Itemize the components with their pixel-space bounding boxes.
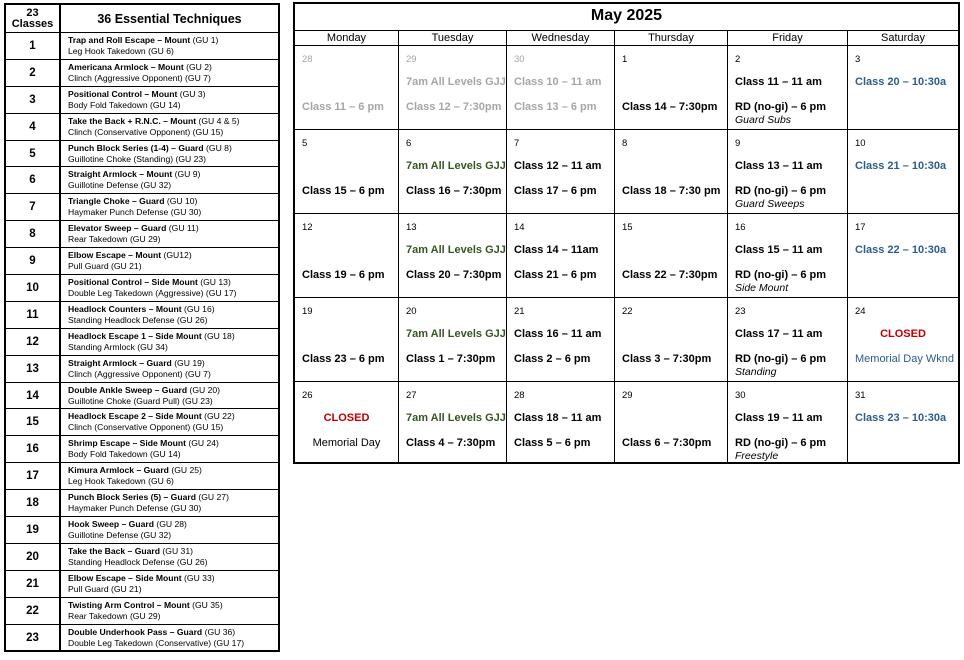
day-number: 7 (514, 138, 520, 149)
calendar-week (295, 213, 958, 298)
technique-secondary: Haymaker Punch Defense (GU 30) (68, 503, 202, 514)
class-topic: Guard Sweeps (735, 198, 805, 210)
technique-description (60, 517, 279, 544)
day-number: 14 (514, 222, 525, 233)
technique-primary-code: (GU 1) (192, 34, 219, 45)
technique-primary (68, 304, 278, 315)
technique-row (5, 86, 279, 113)
class-number: 6 (5, 167, 60, 194)
class-entry: Class 17 – 6 pm (514, 185, 597, 197)
technique-primary-name: Take the Back + R.N.C. – Mount (68, 115, 197, 126)
technique-primary-name: Kimura Armlock – Guard (68, 465, 169, 476)
technique-row (5, 543, 279, 570)
technique-primary (68, 385, 278, 396)
technique-secondary: Guillotine Defense (GU 32) (68, 180, 172, 191)
class-entry: Class 15 – 11 am (735, 244, 823, 256)
class-number: 13 (5, 355, 60, 382)
technique-description (60, 624, 279, 651)
calendar-title: May 2025 (590, 7, 663, 24)
technique-primary (68, 411, 278, 422)
calendar-day-cell (847, 130, 958, 214)
technique-primary-name: Straight Armlock – Mount (68, 169, 173, 180)
class-entry: Class 14 – 7:30pm (622, 101, 718, 113)
technique-row (5, 113, 279, 140)
class-entry: 7am All Levels GJJ (406, 76, 506, 88)
technique-row (5, 355, 279, 382)
technique-primary-code: (GU 4 & 5) (198, 115, 240, 126)
saturday-class: Memorial Day Wknd (855, 353, 955, 365)
day-number: 31 (855, 390, 866, 401)
technique-primary-name: Elbow Escape – Side Mount (68, 572, 182, 583)
technique-primary (68, 358, 278, 369)
technique-primary-code: (GU 33) (184, 572, 215, 583)
technique-primary-name: Americana Armlock – Mount (68, 61, 184, 72)
technique-primary-name: Twisting Arm Control – Mount (68, 599, 190, 610)
day-header-thursday: Thursday (614, 30, 727, 46)
technique-secondary: Rear Takedown (GU 29) (68, 610, 161, 621)
day-number: 19 (302, 306, 313, 317)
calendar-day-cell (847, 214, 958, 298)
technique-row (5, 301, 279, 328)
calendar-day-cell (847, 298, 958, 382)
technique-row (5, 409, 279, 436)
technique-primary (68, 492, 278, 503)
class-entry: Class 3 – 7:30pm (622, 353, 712, 365)
technique-primary-name: Shrimp Escape – Side Mount (68, 438, 186, 449)
saturday-class: Class 21 – 10:30a (855, 160, 947, 172)
technique-primary-name: Hook Sweep – Guard (68, 518, 154, 529)
class-entry: Class 1 – 7:30pm (406, 353, 496, 365)
technique-secondary: Haymaker Punch Defense (GU 30) (68, 207, 202, 218)
day-header-wednesday: Wednesday (506, 30, 614, 46)
technique-primary-code: (GU 36) (204, 626, 236, 637)
technique-row (5, 570, 279, 597)
technique-description (60, 221, 279, 248)
technique-primary (68, 196, 278, 207)
technique-row (5, 463, 279, 490)
day-header-monday: Monday (295, 30, 398, 46)
technique-secondary: Standing Headlock Defense (GU 26) (68, 556, 208, 567)
technique-primary-code: (GU 19) (174, 357, 205, 368)
technique-primary (68, 519, 278, 530)
technique-secondary: Clinch (Aggressive Opponent) (GU 7) (68, 368, 211, 379)
technique-primary-name: Headlock Counters – Mount (68, 303, 182, 314)
technique-row (5, 624, 279, 651)
technique-primary (68, 89, 278, 100)
technique-description (60, 275, 279, 302)
day-number: 20 (406, 306, 417, 317)
class-topic: Freestyle (735, 450, 779, 462)
technique-primary-code: (GU 25) (171, 465, 202, 476)
technique-primary-code: (GU 28) (156, 518, 187, 529)
class-entry: Class 14 – 11am (514, 244, 599, 256)
technique-primary-code: (GU 27) (198, 492, 229, 503)
technique-secondary: Guillotine Choke (Standing) (GU 23) (68, 153, 207, 164)
class-entry: Class 12 – 7:30pm (406, 101, 502, 113)
technique-row (5, 194, 279, 221)
class-number: 11 (5, 301, 60, 328)
technique-primary-code: (GU 10) (166, 196, 198, 207)
technique-primary-code: (GU12) (163, 250, 192, 261)
technique-description (60, 543, 279, 570)
calendar (293, 2, 960, 464)
class-number: 7 (5, 194, 60, 221)
day-number: 30 (514, 54, 525, 65)
calendar-week (295, 381, 958, 464)
technique-row (5, 59, 279, 86)
class-number: 4 (5, 113, 60, 140)
technique-primary-name: Punch Block Series (1-4) – Guard (68, 142, 204, 153)
class-entry: Memorial Day (312, 437, 381, 449)
classes-count-label: Classes (11, 17, 54, 30)
technique-secondary: Clinch (Conservative Opponent) (GU 15) (68, 422, 224, 433)
class-number: 12 (5, 328, 60, 355)
technique-row (5, 33, 279, 60)
technique-primary-code: (GU 8) (206, 142, 232, 153)
calendar-day-cell (506, 382, 614, 464)
technique-primary-code: (GU 31) (162, 545, 193, 556)
class-entry: RD (no-gi) – 6 pm (735, 437, 827, 449)
calendar-day-cell (295, 298, 398, 382)
class-entry: Class 2 – 6 pm (514, 353, 591, 365)
technique-primary-code: (GU 24) (188, 438, 219, 449)
day-number: 8 (622, 138, 628, 149)
day-number: 23 (735, 306, 746, 317)
day-number: 22 (622, 306, 633, 317)
technique-primary (68, 627, 278, 638)
calendar-day-cell (398, 214, 506, 298)
day-number: 5 (302, 138, 308, 149)
technique-primary-name: Positional Control – Mount (68, 88, 178, 99)
technique-secondary: Guillotine Defense (GU 32) (68, 529, 172, 540)
technique-primary-code: (GU 18) (204, 330, 235, 341)
day-number: 1 (622, 54, 628, 65)
technique-primary (68, 546, 278, 557)
calendar-day-cell (727, 382, 847, 464)
techniques-table (4, 3, 280, 652)
technique-description (60, 33, 279, 60)
technique-primary-name: Punch Block Series (5) – Guard (68, 492, 196, 503)
technique-description (60, 409, 279, 436)
technique-description (60, 248, 279, 275)
day-header-tuesday: Tuesday (398, 30, 506, 46)
technique-description (60, 463, 279, 490)
calendar-day-cell (398, 46, 506, 129)
technique-secondary: Standing Headlock Defense (GU 26) (68, 314, 208, 325)
calendar-day-cell (398, 382, 506, 464)
classes-count-header (5, 4, 60, 33)
class-number: 15 (5, 409, 60, 436)
technique-primary-name: Trap and Roll Escape – Mount (68, 34, 191, 45)
technique-primary (68, 223, 278, 234)
technique-primary-code: (GU 3) (179, 88, 206, 99)
calendar-day-cell (506, 130, 614, 214)
calendar-day-cell (614, 382, 727, 464)
calendar-day-cell (398, 130, 506, 214)
class-entry: Class 13 – 6 pm (514, 101, 597, 113)
techniques-header-row (5, 4, 279, 33)
technique-primary-name: Headlock Escape 1 – Side Mount (68, 330, 202, 341)
technique-primary (68, 331, 278, 342)
day-number: 15 (622, 222, 633, 233)
technique-description (60, 382, 279, 409)
technique-row (5, 248, 279, 275)
day-number: 16 (735, 222, 746, 233)
technique-primary-name: Elevator Sweep – Guard (68, 223, 167, 234)
technique-primary-code: (GU 13) (200, 276, 231, 287)
technique-description (60, 59, 279, 86)
technique-primary-code: (GU 9) (174, 169, 201, 180)
class-entry: Class 4 – 7:30pm (406, 437, 496, 449)
technique-description (60, 140, 279, 167)
class-number: 14 (5, 382, 60, 409)
saturday-class: Class 22 – 10:30a (855, 244, 947, 256)
class-entry: RD (no-gi) – 6 pm (735, 185, 827, 197)
calendar-day-cell (847, 46, 958, 129)
technique-description (60, 597, 279, 624)
technique-secondary: Leg Hook Takedown (GU 6) (68, 476, 174, 487)
technique-secondary: Clinch (Aggressive Opponent) (GU 7) (68, 72, 211, 83)
class-topic: Side Mount (735, 282, 789, 294)
technique-primary (68, 600, 278, 611)
technique-description (60, 167, 279, 194)
calendar-day-cell (506, 298, 614, 382)
technique-description (60, 194, 279, 221)
class-entry: Class 16 – 7:30pm (406, 185, 502, 197)
technique-primary-code: (GU 16) (184, 303, 215, 314)
techniques-body (5, 33, 279, 652)
technique-primary (68, 143, 278, 154)
technique-description (60, 86, 279, 113)
calendar-day-cell (614, 214, 727, 298)
technique-secondary: Pull Guard (GU 21) (68, 261, 142, 272)
technique-primary (68, 438, 278, 449)
all-levels-class: 7am All Levels GJJ (406, 160, 506, 172)
calendar-day-cell (727, 298, 847, 382)
technique-primary-code: (GU 35) (192, 599, 223, 610)
technique-row (5, 517, 279, 544)
technique-row (5, 490, 279, 517)
technique-row (5, 382, 279, 409)
technique-primary (68, 465, 278, 476)
day-header-friday: Friday (727, 30, 847, 46)
day-number: 2 (735, 54, 741, 65)
technique-primary (68, 35, 278, 46)
class-number: 1 (5, 33, 60, 60)
calendar-day-header (295, 30, 958, 46)
day-number: 28 (302, 54, 313, 65)
day-number: 13 (406, 222, 417, 233)
class-number: 5 (5, 140, 60, 167)
class-entry: Class 18 – 11 am (514, 412, 602, 424)
technique-primary (68, 62, 278, 73)
calendar-day-cell (295, 382, 398, 464)
day-number: 29 (622, 390, 633, 401)
technique-secondary: Pull Guard (GU 21) (68, 583, 142, 594)
class-number: 9 (5, 248, 60, 275)
saturday-class: Class 23 – 10:30a (855, 412, 947, 424)
closed-label: CLOSED (323, 412, 370, 424)
class-entry: Class 11 – 6 pm (302, 101, 384, 113)
class-number: 18 (5, 490, 60, 517)
class-entry: Class 5 – 6 pm (514, 437, 591, 449)
technique-row (5, 167, 279, 194)
class-number: 3 (5, 86, 60, 113)
technique-primary (68, 573, 278, 584)
calendar-week (295, 129, 958, 214)
class-entry: Class 22 – 7:30pm (622, 269, 718, 281)
class-number: 22 (5, 597, 60, 624)
class-entry: Class 18 – 7:30 pm (622, 185, 721, 197)
class-entry: RD (no-gi) – 6 pm (735, 269, 827, 281)
technique-primary (68, 116, 278, 127)
class-topic: Standing (735, 366, 777, 378)
calendar-day-cell (295, 214, 398, 298)
class-entry: Class 13 – 11 am (735, 160, 823, 172)
class-number: 16 (5, 436, 60, 463)
class-number: 8 (5, 221, 60, 248)
class-entry: Class 15 – 6 pm (302, 185, 385, 197)
technique-secondary: Rear Takedown (GU 29) (68, 234, 161, 245)
class-entry: Class 19 – 6 pm (302, 269, 385, 281)
day-header-saturday: Saturday (847, 30, 958, 46)
day-number: 21 (514, 306, 525, 317)
day-number: 17 (855, 222, 866, 233)
technique-primary-code: (GU 2) (186, 61, 212, 72)
technique-secondary: Double Leg Takedown (Aggressive) (GU 17) (68, 287, 237, 298)
calendar-day-cell (295, 46, 398, 129)
day-number: 12 (302, 222, 313, 233)
day-number: 3 (855, 54, 861, 65)
technique-secondary: Body Fold Takedown (GU 14) (68, 449, 181, 460)
class-number: 2 (5, 59, 60, 86)
technique-row (5, 328, 279, 355)
technique-primary-code: (GU 20) (189, 384, 221, 395)
class-topic: Guard Subs (735, 114, 792, 126)
technique-description (60, 355, 279, 382)
technique-description (60, 113, 279, 140)
calendar-day-cell (727, 130, 847, 214)
class-entry: Class 19 – 11 am (735, 412, 823, 424)
technique-secondary: Guillotine Choke (Guard Pull) (GU 23) (68, 395, 213, 406)
class-entry: RD (no-gi) – 6 pm (735, 101, 827, 113)
calendar-day-cell (614, 130, 727, 214)
techniques-title: 36 Essential Techniques (60, 4, 279, 33)
technique-row (5, 221, 279, 248)
day-number: 24 (855, 306, 866, 317)
class-entry: Class 12 – 11 am (514, 160, 602, 172)
technique-description (60, 570, 279, 597)
technique-primary-name: Straight Armlock – Guard (68, 357, 172, 368)
technique-secondary: Standing Armlock (GU 34) (68, 341, 168, 352)
technique-primary-name: Elbow Escape – Mount (68, 250, 162, 261)
class-entry: Class 20 – 7:30pm (406, 269, 502, 281)
day-number: 28 (514, 390, 525, 401)
technique-primary (68, 250, 278, 261)
class-entry: Class 17 – 11 am (735, 328, 823, 340)
technique-description (60, 301, 279, 328)
technique-primary-name: Triangle Choke – Guard (68, 196, 165, 207)
class-entry: Class 21 – 6 pm (514, 269, 597, 281)
class-entry: RD (no-gi) – 6 pm (735, 353, 827, 365)
technique-description (60, 328, 279, 355)
technique-primary-code: (GU 11) (168, 223, 199, 234)
calendar-day-cell (727, 46, 847, 129)
class-entry: Class 6 – 7:30pm (622, 437, 712, 449)
calendar-week (295, 46, 958, 129)
technique-primary (68, 169, 278, 180)
calendar-week (295, 297, 958, 382)
technique-secondary: Clinch (Conservative Opponent) (GU 15) (68, 126, 224, 137)
technique-primary-name: Positional Control – Side Mount (68, 276, 198, 287)
calendar-day-cell (847, 382, 958, 464)
all-levels-class: 7am All Levels GJJ (406, 412, 506, 424)
technique-primary-code: (GU 22) (204, 411, 235, 422)
technique-secondary: Leg Hook Takedown (GU 6) (68, 45, 174, 56)
calendar-day-cell (727, 214, 847, 298)
class-entry: Class 10 – 11 am (514, 76, 602, 88)
day-number: 9 (735, 138, 741, 149)
day-number: 29 (406, 54, 417, 65)
class-entry: Class 23 – 6 pm (302, 353, 385, 365)
technique-primary-name: Double Underhook Pass – Guard (68, 626, 203, 637)
calendar-day-cell (398, 298, 506, 382)
technique-secondary: Body Fold Takedown (GU 14) (68, 99, 181, 110)
technique-row (5, 436, 279, 463)
day-number: 6 (406, 138, 412, 149)
technique-primary-name: Take the Back – Guard (68, 545, 161, 556)
technique-primary (68, 277, 278, 288)
technique-description (60, 436, 279, 463)
classes-count: 23 (26, 6, 39, 19)
technique-row (5, 597, 279, 624)
day-number: 27 (406, 390, 417, 401)
class-number: 17 (5, 463, 60, 490)
class-number: 19 (5, 517, 60, 544)
all-levels-class: 7am All Levels GJJ (406, 328, 506, 340)
technique-primary-name: Headlock Escape 2 – Side Mount (68, 411, 202, 422)
technique-description (60, 490, 279, 517)
day-number: 10 (855, 138, 866, 149)
saturday-class: Class 20 – 10:30a (855, 76, 947, 88)
calendar-day-cell (614, 46, 727, 129)
calendar-day-cell (295, 130, 398, 214)
class-number: 20 (5, 543, 60, 570)
day-number: 30 (735, 390, 746, 401)
class-number: 10 (5, 275, 60, 302)
class-entry: Class 11 – 11 am (735, 76, 822, 88)
class-number: 23 (5, 624, 60, 651)
technique-secondary: Double Leg Takedown (Conservative) (GU 17) (68, 637, 245, 648)
class-entry: Class 16 – 11 am (514, 328, 602, 340)
calendar-day-cell (614, 298, 727, 382)
calendar-day-cell (506, 46, 614, 129)
technique-row (5, 275, 279, 302)
calendar-day-cell (506, 214, 614, 298)
technique-primary-name: Double Ankle Sweep – Guard (68, 384, 188, 395)
class-number: 21 (5, 570, 60, 597)
closed-label: CLOSED (880, 328, 926, 340)
all-levels-class: 7am All Levels GJJ (406, 244, 506, 256)
technique-row (5, 140, 279, 167)
day-number: 26 (302, 390, 313, 401)
